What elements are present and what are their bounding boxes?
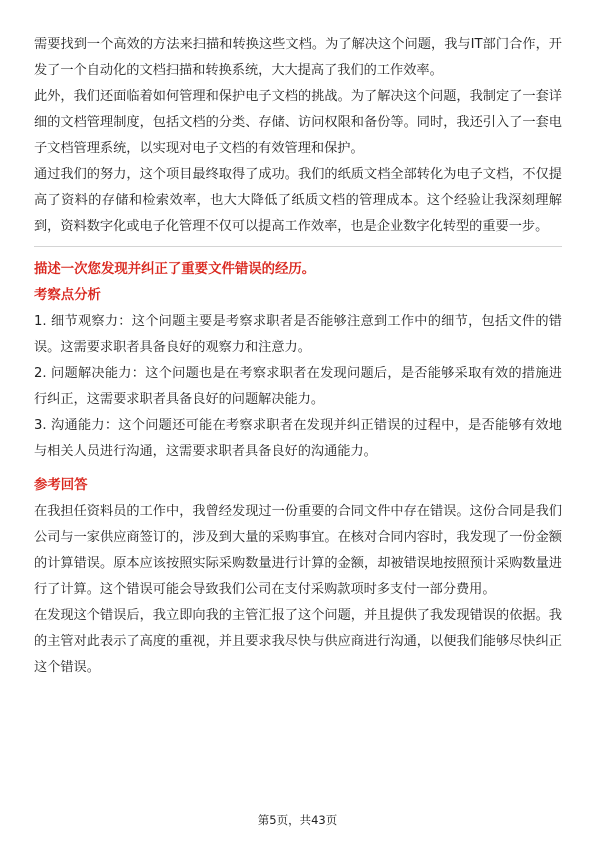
answer-heading: 参考回答 (34, 478, 88, 493)
answer-paragraph: 在我担任资料员的工作中，我曾经发现过一份重要的合同文件中存在错误。这份合同是我们公司与一家供应商签订的，涉及到大量的采购事宜。在核对合同内容时，我发现了一份金额的计算错误。原本应该按照实际采购数量进行计算的金额，却被错误地按照预计采购数量进行了计算。这个错误可能会导致我们公司在支付采购款项时多支付一部分费用。 (34, 504, 562, 597)
answer-paragraph: 在发现这个错误后，我立即向我的主管汇报了这个问题，并且提供了我发现错误的依据。我的主管对此表示了高度的重视，并且要求我尽快与供应商进行沟通，以便我们能够尽快纠正这个错误。 (34, 608, 562, 675)
spacer (34, 465, 562, 473)
page-content (34, 32, 562, 681)
analysis-item: 3. 沟通能力：这个问题还可能在考察求职者在发现并纠正错误的过程中，是否能够有效地与相关人员进行沟通，这需要求职者具备良好的沟通能力。 (34, 418, 562, 459)
analysis-item: 2. 问题解决能力：这个问题也是在考察求职者在发现问题后，是否能够采取有效的措施进行纠正，这需要求职者具备良好的问题解决能力。 (34, 366, 562, 407)
body-paragraph: 需要找到一个高效的方法来扫描和转换这些文档。为了解决这个问题，我与IT部门合作，开发了一个自动化的文档扫描和转换系统，大大提高了我们的工作效率。 (34, 37, 562, 78)
body-paragraph: 通过我们的努力，这个项目最终取得了成功。我们的纸质文档全部转化为电子文档，不仅提高了资料的存储和检索效率，也大大降低了纸质文档的管理成本。这个经验让我深刻理解到，资料数字化或电子化管理不仅可以提高工作效率，也是企业数字化转型的重要一步。 (34, 167, 562, 234)
section-divider (34, 246, 562, 247)
analysis-item: 1. 细节观察力：这个问题主要是考察求职者是否能够注意到工作中的细节，包括文件的错误。这需要求职者具备良好的观察力和注意力。 (34, 314, 562, 355)
body-paragraph: 此外，我们还面临着如何管理和保护电子文档的挑战。为了解决这个问题，我制定了一套详细的文档管理制度，包括文档的分类、存储、访问权限和备份等。同时，我还引入了一套电子文档管理系统，以实现对电子文档的有效管理和保护。 (34, 89, 562, 156)
interview-question: 描述一次您发现并纠正了重要文件错误的经历。 (34, 262, 316, 277)
page-number: 第5页，共43页 (257, 813, 338, 827)
analysis-heading: 考察点分析 (34, 288, 101, 303)
